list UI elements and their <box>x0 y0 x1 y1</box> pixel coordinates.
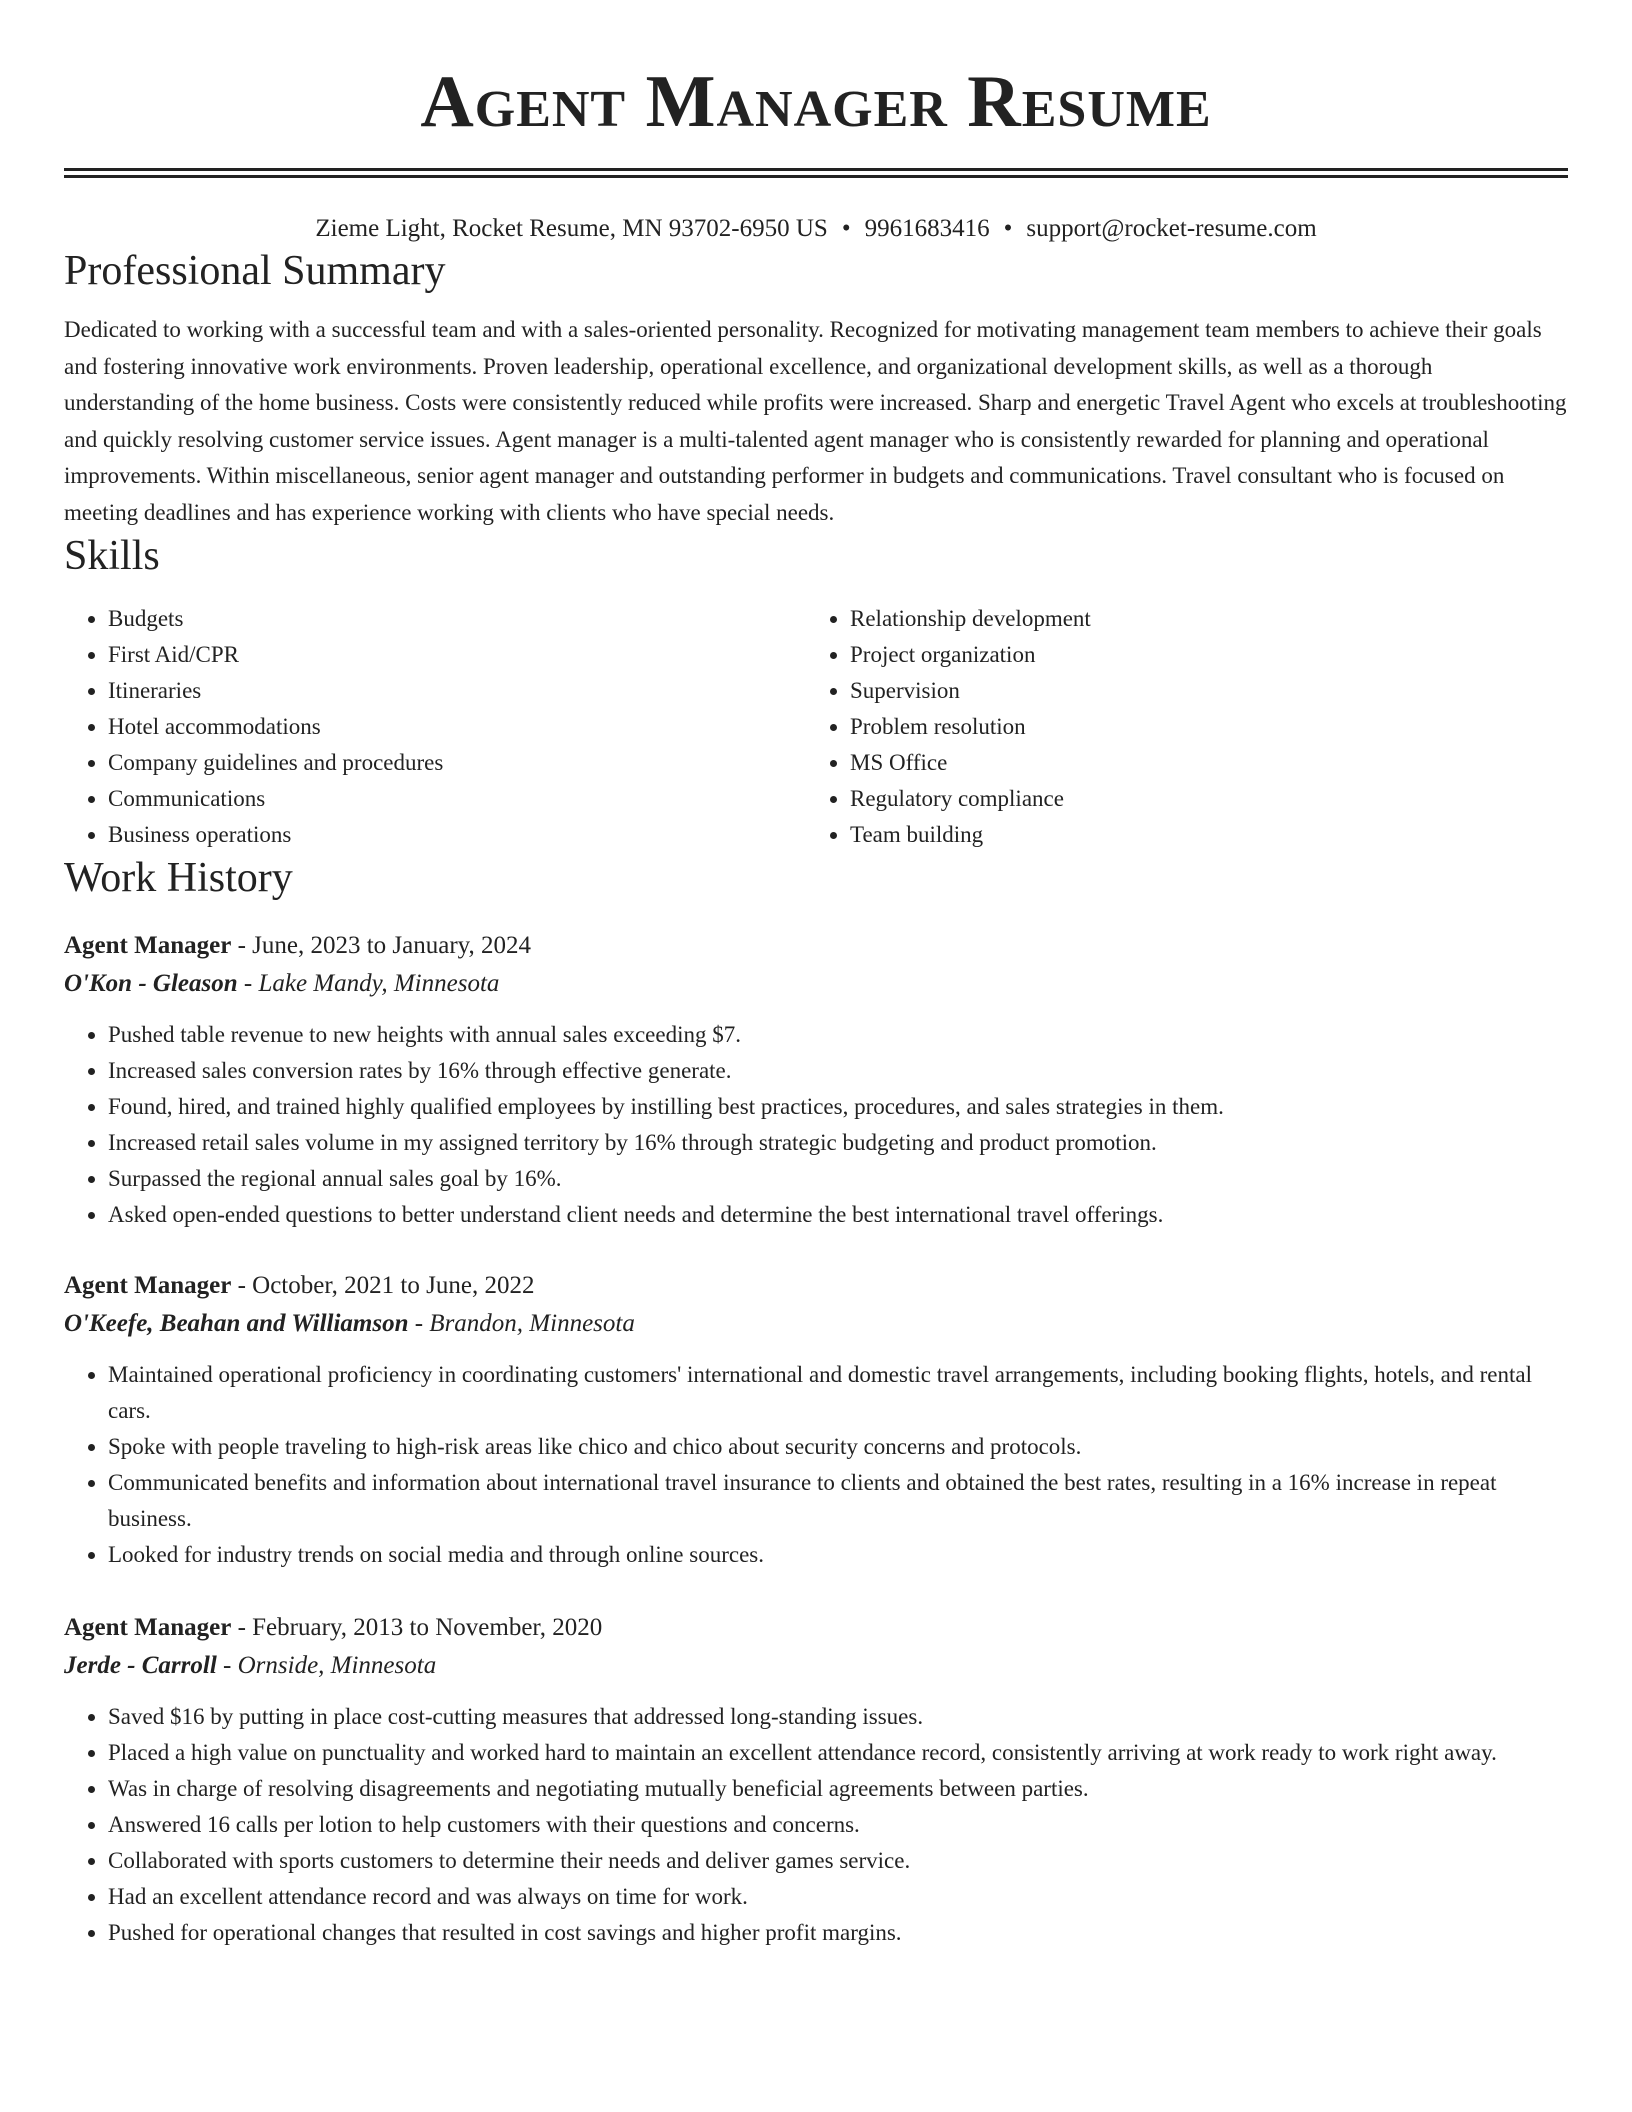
job-dates: - February, 2013 to November, 2020 <box>231 1614 603 1641</box>
job-bullet: • Maintained operational proficiency in coordinating customers' international and domestic travel arrangements, including booking flights, hotels, and rental cars. <box>108 1357 1568 1429</box>
job-entry <box>64 1267 1568 1573</box>
job-bullet: • Communicated benefits and information about international travel insurance to clients and obtained the best rates, resulting in a 16% increase in repeat business. <box>108 1465 1568 1537</box>
job-company: O'Kon - Gleason <box>64 970 238 997</box>
contact-email: support@rocket-resume.com <box>1026 215 1317 242</box>
skill-item: • Team building <box>850 817 1548 853</box>
job-role: Agent Manager <box>64 932 232 959</box>
summary-heading: Professional Summary <box>64 248 446 294</box>
job-bullets <box>64 1017 1568 1233</box>
job-bullet: • Surpassed the regional annual sales goal by 16%. <box>108 1161 1568 1197</box>
job-bullet: • Placed a high value on punctuality and worked hard to maintain an excellent attendance record, consistently arriving at work ready to work right away. <box>108 1735 1568 1771</box>
job-header <box>64 927 1568 965</box>
job-location: - Ornside, Minnesota <box>216 1652 437 1679</box>
skill-item: • Communications <box>108 781 806 817</box>
resume-title: Agent Manager Resume <box>420 61 1212 143</box>
skill-item: • Project organization <box>850 637 1548 673</box>
job-header <box>64 1609 1568 1647</box>
job-bullet: • Looked for industry trends on social media and through online sources. <box>108 1537 1568 1573</box>
skills-columns <box>64 601 1568 853</box>
skills-list-left <box>64 601 806 853</box>
job-bullets <box>64 1357 1568 1573</box>
job-dates: - October, 2021 to June, 2022 <box>231 1272 535 1299</box>
contact-line <box>64 212 1568 246</box>
job-location: - Lake Mandy, Minnesota <box>237 970 500 997</box>
contact-address: Zieme Light, Rocket Resume, MN 93702-6950 US <box>315 215 828 242</box>
skill-item: • First Aid/CPR <box>108 637 806 673</box>
job-bullet: • Increased sales conversion rates by 16% through effective generate. <box>108 1053 1568 1089</box>
summary-text: Dedicated to working with a successful team and with a sales-oriented personality. Recognized for motivating management team members to achieve their goals and fostering innovative work environments. Proven leadership, operational excellence, and organizational development skills, as well as a thorough understanding of the home business. Costs were consistently reduced while profits were increased. Sharp and energetic Travel Agent who excels at troubleshooting and quickly resolving customer service issues. Agent manager is a multi-talented agent manager who is consistently rewarded for planning and operational improvements. Within miscellaneous, senior agent manager and outstanding performer in budgets and communications. Travel consultant who is focused on meeting deadlines and has experience working with clients who have special needs. <box>64 317 1567 525</box>
skill-item: • Hotel accommodations <box>108 709 806 745</box>
job-role: Agent Manager <box>64 1614 232 1641</box>
skills-list-right <box>806 601 1548 853</box>
job-location: - Brandon, Minnesota <box>408 1310 635 1337</box>
job-bullet: • Had an excellent attendance record and was always on time for work. <box>108 1879 1568 1915</box>
skill-item: • Business operations <box>108 817 806 853</box>
job-entry <box>64 1609 1568 1951</box>
title-double-rule <box>64 168 1568 178</box>
job-bullet: • Found, hired, and trained highly qualified employees by instilling best practices, procedures, and sales strategies in them. <box>108 1089 1568 1125</box>
job-bullet: • Pushed for operational changes that resulted in cost savings and higher profit margins. <box>108 1915 1568 1951</box>
skill-item: • Relationship development <box>850 601 1548 637</box>
work-history-heading: Work History <box>64 855 293 901</box>
skill-item: • Supervision <box>850 673 1548 709</box>
skill-item: • Problem resolution <box>850 709 1548 745</box>
job-bullet: • Pushed table revenue to new heights with annual sales exceeding $7. <box>108 1017 1568 1053</box>
job-bullet: • Answered 16 calls per lotion to help customers with their questions and concerns. <box>108 1807 1568 1843</box>
job-bullets <box>64 1699 1568 1951</box>
job-bullet: • Asked open-ended questions to better understand client needs and determine the best international travel offerings. <box>108 1197 1568 1233</box>
skills-heading: Skills <box>64 533 160 579</box>
job-company-line <box>64 1647 1568 1685</box>
job-company-line <box>64 1305 1568 1343</box>
job-bullet: • Saved $16 by putting in place cost-cutting measures that addressed long-standing issues. <box>108 1699 1568 1735</box>
job-dates: - June, 2023 to January, 2024 <box>231 932 532 959</box>
job-bullet: • Spoke with people traveling to high-risk areas like chico and chico about security concerns and protocols. <box>108 1429 1568 1465</box>
skill-item: • Itineraries <box>108 673 806 709</box>
contact-separator: • <box>841 215 851 242</box>
skill-item: • Regulatory compliance <box>850 781 1548 817</box>
job-header <box>64 1267 1568 1305</box>
contact-separator: • <box>1003 215 1013 242</box>
job-entry <box>64 927 1568 1233</box>
job-company: Jerde - Carroll <box>64 1652 217 1679</box>
job-bullet: • Was in charge of resolving disagreements and negotiating mutually beneficial agreements between parties. <box>108 1771 1568 1807</box>
skill-item: • MS Office <box>850 745 1548 781</box>
job-role: Agent Manager <box>64 1272 232 1299</box>
job-company-line <box>64 965 1568 1003</box>
job-bullet: • Increased retail sales volume in my assigned territory by 16% through strategic budgeting and product promotion. <box>108 1125 1568 1161</box>
contact-phone: 9961683416 <box>864 215 990 242</box>
job-company: O'Keefe, Beahan and Williamson <box>64 1310 409 1337</box>
job-bullet: • Collaborated with sports customers to determine their needs and deliver games service. <box>108 1843 1568 1879</box>
skill-item: • Budgets <box>108 601 806 637</box>
skill-item: • Company guidelines and procedures <box>108 745 806 781</box>
